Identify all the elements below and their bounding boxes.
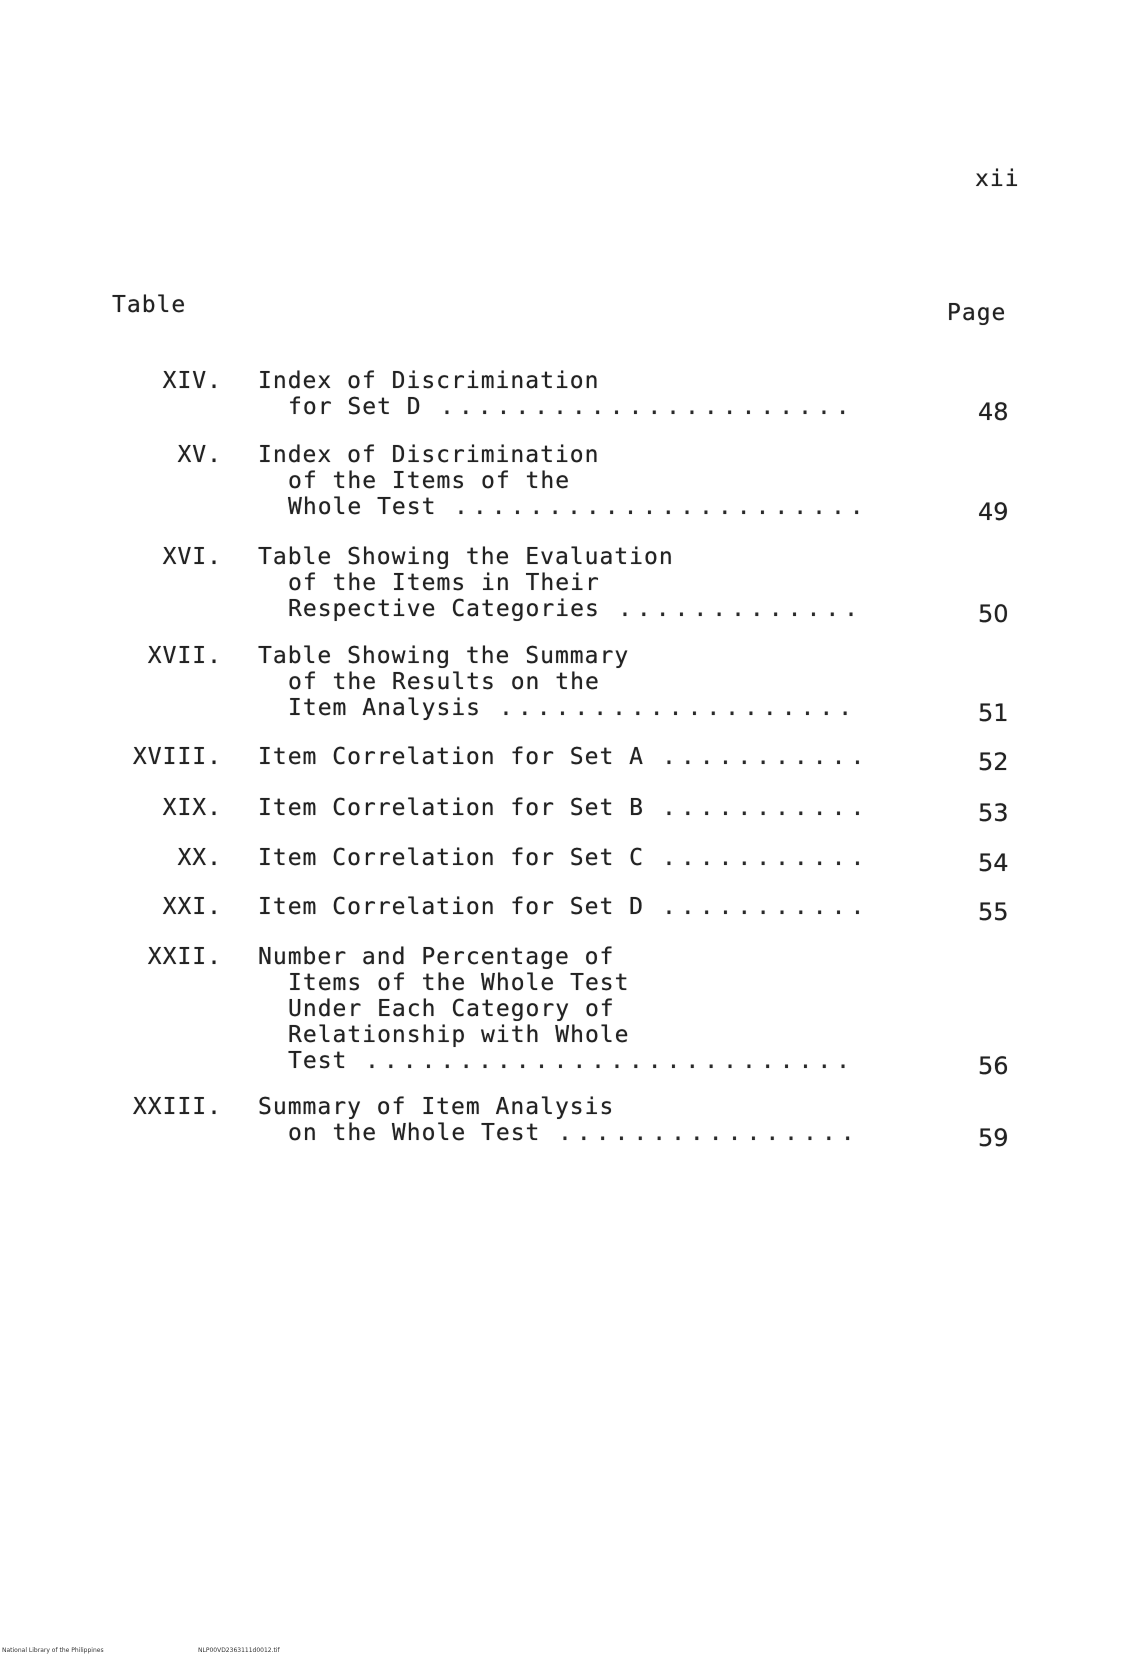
column-header-page: Page [947,300,1007,326]
entry-title-line: Relationship with Whole [288,1022,630,1048]
entry-title-line: Table Showing the Evaluation [258,544,674,570]
dot-leader: ................... [499,695,858,721]
dot-leader: .......................... [365,1048,856,1074]
page-ref: 52 [978,748,1009,776]
footer-library: National Library of the Philippines [2,1647,104,1654]
table-numeral: XIV. [162,368,222,394]
table-numeral: XXIII. [132,1094,222,1120]
entry-title-line: of the Results on the [288,669,600,695]
entry-title-line: Test [288,1048,348,1074]
entry-title-line: on the Whole Test [288,1120,541,1146]
page-ref: 54 [978,849,1009,877]
dot-leader: ...................... [454,494,869,520]
dot-leader: ............. [618,596,864,622]
entry-title-line: for Set D [288,394,422,420]
entry-title-line: Index of Discrimination [258,442,600,468]
entry-title-line: of the Items of the [288,468,571,494]
page-number: xii [975,166,1020,192]
entry-title-line: Table Showing the Summary [258,643,630,669]
entry-title-line: Item Correlation for Set D [258,894,645,920]
entry-title-line: Item Correlation for Set C [258,845,645,871]
entry-title-line: Item Correlation for Set A [258,744,645,770]
entry-title-line: Number and Percentage of [258,944,615,970]
page-ref: 55 [978,898,1009,926]
column-header-table: Table [112,292,187,318]
page-ref: 49 [978,498,1009,526]
entry-title-line: of the Items in Their [288,570,600,596]
page-ref: 51 [978,699,1009,727]
dot-leader: ........... [662,795,870,821]
entry-title-line: Item Analysis [288,695,482,721]
table-numeral: XXII. [147,944,222,970]
table-numeral: XIX. [162,795,222,821]
dot-leader: ........... [662,845,870,871]
dot-leader: ...................... [440,394,855,420]
table-numeral: XVI. [162,544,222,570]
table-numeral: XVII. [147,643,222,669]
entry-title-line: Whole Test [288,494,437,520]
table-numeral: XVIII. [132,744,222,770]
footer-filename: NLP00VD2363111d0012.tif [198,1647,280,1654]
dot-leader: ................ [558,1120,860,1146]
table-numeral: XXI. [162,894,222,920]
dot-leader: ........... [662,894,870,920]
page-ref: 48 [978,398,1009,426]
table-numeral: XV. [177,442,222,468]
page-ref: 53 [978,799,1009,827]
entry-title-line: Items of the Whole Test [288,970,630,996]
entry-title-line: Index of Discrimination [258,368,600,394]
dot-leader: ........... [662,744,870,770]
page-ref: 50 [978,600,1009,628]
page-ref: 59 [978,1124,1009,1152]
entry-title-line: Under Each Category of [288,996,615,1022]
entry-title-line: Item Correlation for Set B [258,795,645,821]
page-ref: 56 [978,1052,1009,1080]
entry-title-line: Respective Categories [288,596,600,622]
table-numeral: XX. [177,845,222,871]
entry-title-line: Summary of Item Analysis [258,1094,615,1120]
